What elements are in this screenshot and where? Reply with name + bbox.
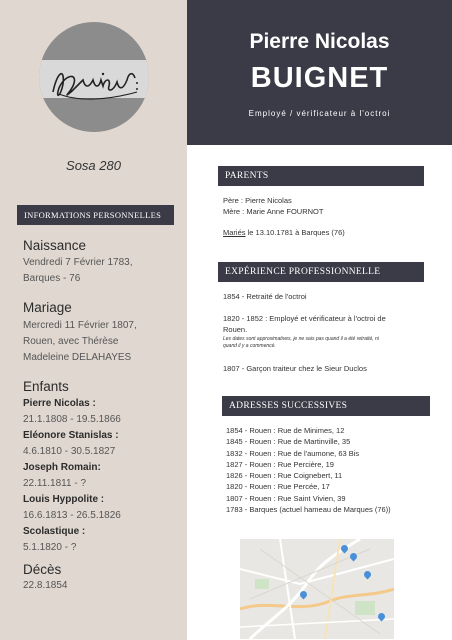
marriage-line: Madeleine DELAHAYES bbox=[23, 352, 132, 363]
parents-details bbox=[223, 196, 438, 239]
addresses-heading: ADRESSES SUCCESSIVES bbox=[222, 396, 430, 416]
mother-name: Mère : Marie Anne FOURNOT bbox=[223, 206, 324, 216]
note-line: Les dates sont approximatives, je ne sais pas quand il a été retraité, ni bbox=[223, 336, 379, 342]
children-heading: Enfants bbox=[23, 379, 69, 394]
death-heading: Décès bbox=[23, 562, 62, 577]
birth-details bbox=[23, 255, 183, 287]
experience-item bbox=[223, 314, 438, 335]
child-name: Scolastique : bbox=[23, 526, 86, 537]
child-name: Eléonore Stanislas : bbox=[23, 430, 119, 441]
address-map[interactable] bbox=[240, 539, 394, 639]
marriage-line: Mercredi 11 Février 1807, bbox=[23, 320, 137, 331]
birth-heading: Naissance bbox=[23, 238, 87, 253]
child-dates: 16.6.1813 - 26.5.1826 bbox=[23, 510, 121, 521]
marriage-line: Rouen, avec Thérèse bbox=[23, 336, 119, 347]
child-name: Louis Hyppolite : bbox=[23, 494, 105, 505]
signature-portrait bbox=[39, 22, 149, 132]
experience-heading: EXPÉRIENCE PROFESSIONNELLE bbox=[218, 262, 424, 282]
address-item: 1827 - Rouen : Rue Percière, 19 bbox=[226, 459, 334, 469]
address-item: 1845 - Rouen : Rue de Martinville, 35 bbox=[226, 437, 351, 447]
death-date: 22.8.1854 bbox=[23, 580, 68, 591]
married-link[interactable]: Mariés bbox=[223, 228, 246, 237]
father-name: Père : Pierre Nicolas bbox=[223, 196, 292, 205]
marriage-details bbox=[23, 318, 183, 366]
map-graphic bbox=[240, 539, 394, 639]
address-item: 1832 - Rouen : Rue de l'aumone, 63 Bis bbox=[226, 448, 360, 458]
child-dates: 21.1.1808 - 19.5.1866 bbox=[23, 414, 121, 425]
child-dates: 5.1.1820 - ? bbox=[23, 542, 77, 553]
address-list bbox=[226, 425, 426, 515]
job-title: Employé / vérificateur à l'octroi bbox=[248, 109, 391, 118]
children-list bbox=[23, 396, 183, 556]
first-name: Pierre Nicolas bbox=[249, 30, 390, 53]
address-item: 1783 - Barques (actuel hameau de Marques (76)) bbox=[226, 505, 391, 515]
birth-line: Vendredi 7 Février 1783, bbox=[23, 257, 133, 268]
last-name: BUIGNET bbox=[250, 62, 389, 94]
child-name: Pierre Nicolas : bbox=[23, 398, 96, 409]
child-name: Joseph Romain: bbox=[23, 462, 101, 473]
address-item: 1854 - Rouen : Rue de Minimes, 12 bbox=[226, 426, 345, 435]
address-item: 1826 - Rouen : Rue Coignebert, 11 bbox=[226, 471, 343, 481]
birth-line: Barques - 76 bbox=[23, 273, 81, 284]
experience-item: 1807 - Garçon traiteur chez le Sieur Duclos bbox=[223, 364, 367, 373]
address-item: 1820 - Rouen : Rue Percée, 17 bbox=[226, 482, 330, 492]
personal-info-heading: INFORMATIONS PERSONNELLES bbox=[17, 205, 174, 225]
experience-note bbox=[223, 336, 413, 350]
marriage-heading: Mariage bbox=[23, 300, 72, 315]
experience-line: Rouen. bbox=[223, 324, 248, 334]
parents-heading: PARENTS bbox=[218, 166, 424, 186]
note-line: quand il y a commencé. bbox=[223, 343, 276, 349]
experience-line: 1820 - 1852 : Employé et vérificateur à l'octroi de bbox=[223, 314, 386, 323]
sosa-number: Sosa 280 bbox=[66, 158, 121, 173]
child-dates: 4.6.1810 - 30.5.1827 bbox=[23, 446, 116, 457]
marriage-date: le 13.10.1781 à Barques (76) bbox=[245, 228, 345, 237]
address-item: 1807 - Rouen : Rue Saint Vivien, 39 bbox=[226, 493, 346, 503]
child-dates: 22.11.1811 - ? bbox=[23, 478, 87, 489]
experience-item: 1854 - Retraité de l'octroi bbox=[223, 292, 307, 301]
